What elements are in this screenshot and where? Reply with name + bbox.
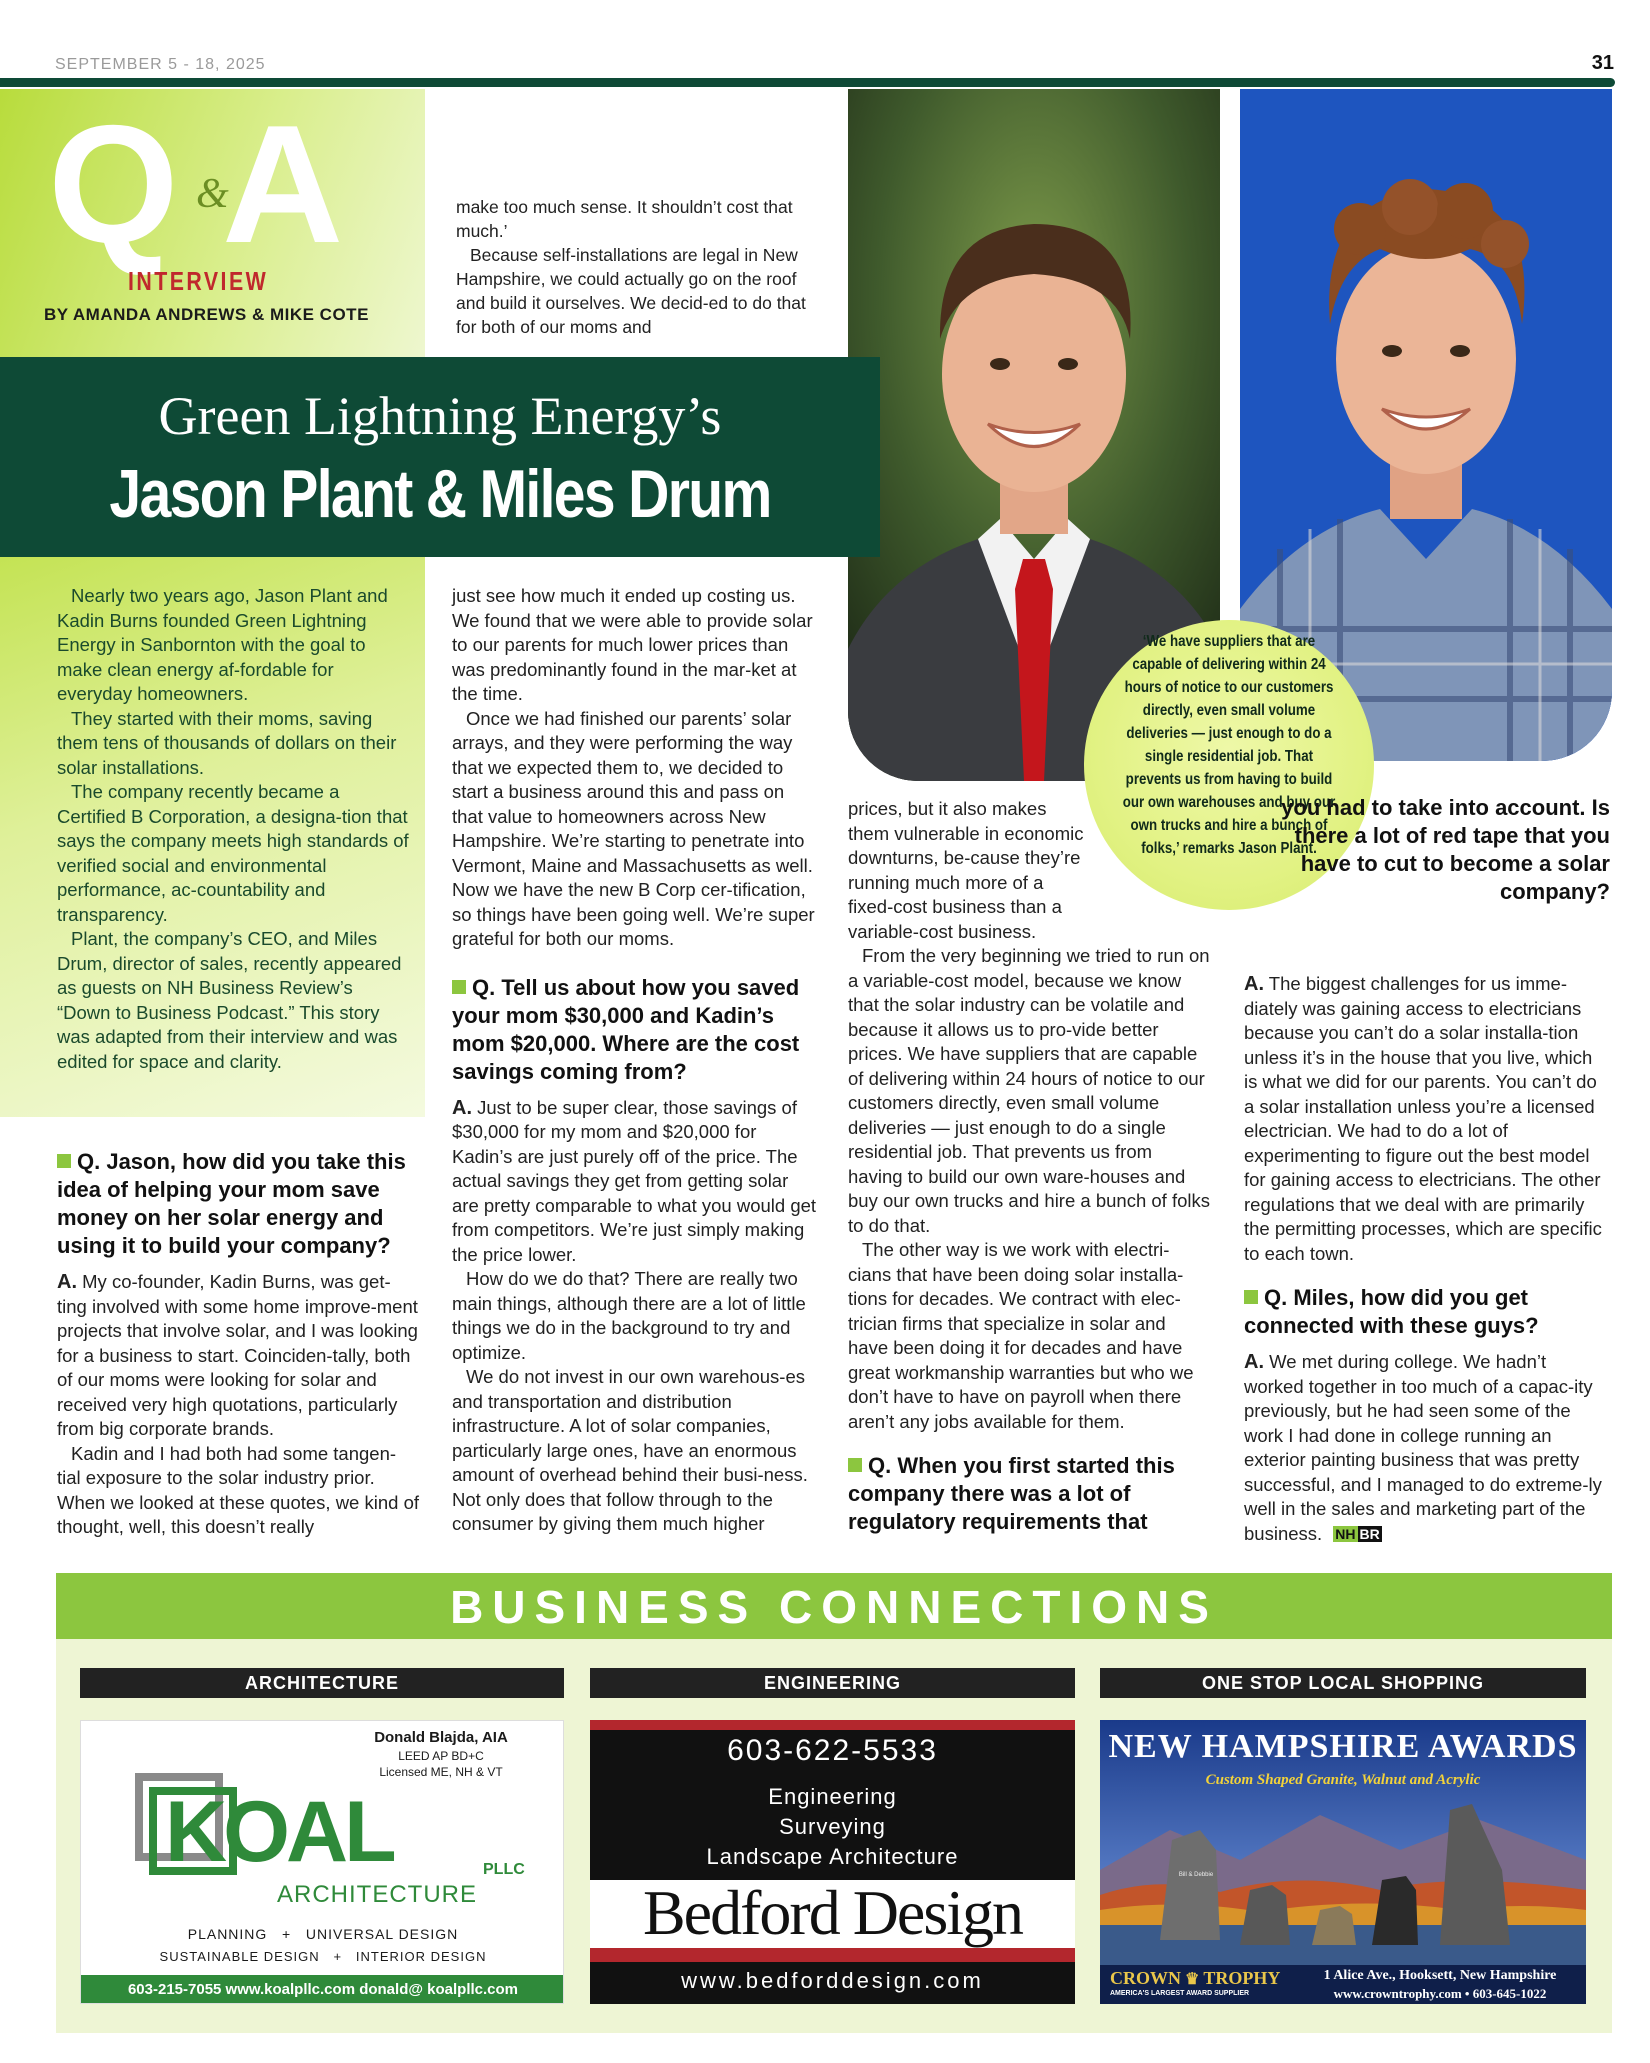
article-column-4 — [1244, 972, 1606, 1546]
intro-p3: The company recently became a Certified B Corporation, a designa-tion that says the company meets high standards of verified social and environmental performance, ac-countability and transparency. — [57, 781, 409, 925]
question-3: Q. When you first started this company there was a lot of regulatory requirements that — [848, 1453, 1175, 1534]
question-marker-icon — [848, 1458, 862, 1472]
bedford-logo-text: Bedford Design — [642, 1877, 1023, 1948]
article-column-3 — [848, 797, 1210, 1546]
issue-date: SEPTEMBER 5 - 18, 2025 — [55, 56, 266, 73]
answer-1-p2: Kadin and I had both had some tangen-tial exposure to the solar industry prior. When we looked at these quotes, we kind of thought, well, this doesn’t really — [57, 1442, 419, 1537]
article-column-1 — [57, 1134, 419, 1540]
col2-p2: Once we had finished our parents’ solar arrays, and they were performing the way that we expected them to, we decided to start a business around this and pass on that value to homeowners across New Hampshire. We’re starting to penetrate into Vermont, Maine and Massachusetts as well. Now we have the new B Corp cer-tification, so things have been going well. We’re super grateful for both our moms. — [452, 707, 815, 949]
col3-p1: prices, but it also makes them vulnerable in economic downturns, be-cause they’re running much more of a fixed-cost business than a variable-cost business. — [848, 798, 1084, 942]
category-shopping: ONE STOP LOCAL SHOPPING — [1100, 1668, 1586, 1698]
question-4: Q. Miles, how did you get connected with these guys? — [1244, 1285, 1539, 1338]
answer-3: A. The biggest challenges for us imme-diately was gaining access to electricians because you can’t do a solar installa-tion unless it’s in the house that you live, which is what we did for our parents. You can’t do a solar installation unless you’re a licensed electrician. We had to do a lot of experimenting to figure out the best model for gaining access to electricians. The other regulations that we deal with are primarily the permitting processes, which are specific to each town. — [1244, 973, 1602, 1264]
question-marker-icon — [57, 1154, 71, 1168]
col2-p1: just see how much it ended up costing us. We found that we were able to provide solar to our parents for much lower prices than was predominantly found in the mar-ket at the time. — [452, 585, 813, 704]
headline-company: Green Lightning Energy’s — [158, 386, 722, 446]
page-number: 31 — [1591, 52, 1614, 74]
answer-1: A. My co-founder, Kadin Burns, was get-ting involved with some home improve-ment projects that involve solar, and I was looking for a business to start. Coinciden-tally, both of our moms were looking for solar and received very high quotations, particularly from big corporate brands. — [57, 1271, 418, 1439]
col2-p4: We do not invest in our own warehous-es and transportation and distribution infrastructure. A lot of solar companies, particularly large ones, have an enormous amount of overhead behind their busi-ness. Not only does that follow through to the consumer by giving them much higher — [452, 1366, 808, 1534]
crown-icon: ♛ — [1181, 1971, 1204, 1988]
qa-logo-a: A — [222, 90, 338, 278]
koal-architecture-ad[interactable] — [80, 1720, 564, 2004]
category-architecture: ARCHITECTURE — [80, 1668, 564, 1698]
bedford-service-2: Surveying — [779, 1814, 886, 1839]
crown-trophy-logo: CROWN ♛ TROPHY — [1110, 1968, 1281, 1988]
qa-logo-amp: & — [196, 171, 229, 217]
top-rule — [0, 78, 1615, 87]
intro-top-p1: make too much sense. It shouldn’t cost that much.’ — [456, 197, 793, 241]
business-connections-title: BUSINESS CONNECTIONS — [450, 1581, 1218, 1633]
col3-p2: From the very beginning we tried to run on a variable-cost model, because we know that the solar industry can be volatile and because it allows us to pro-vide better prices. We have suppliers that are capable of delivering within 24 hours of notice to our customers directly, even small volume deliveries — just enough to do a single residential job. That prevents us from having to build our own ware-houses and buy our own trucks and hire a bunch of folks to do that. — [848, 945, 1210, 1236]
crown-trophy-tagline: AMERICA'S LARGEST AWARD SUPPLIER — [1110, 1990, 1250, 1997]
bedford-design-ad[interactable] — [590, 1720, 1075, 2004]
bedford-service-1: Engineering — [768, 1784, 897, 1809]
koal-cred-1: LEED AP BD+C — [398, 1749, 484, 1763]
question-marker-icon — [1244, 1290, 1258, 1304]
col2-p3: How do we do that? There are really two main things, although there are a lot of little things we do in the background to try and optimize. — [452, 1268, 806, 1363]
koal-services-2: SUSTAINABLE DESIGN + INTERIOR DESIGN — [159, 1949, 487, 1964]
koal-cred-2: Licensed ME, NH & VT — [379, 1765, 503, 1779]
question-1: Q. Jason, how did you take this idea of helping your mom save money on her solar energy and using it to build your company? — [57, 1149, 406, 1258]
byline: BY AMANDA ANDREWS & MIKE COTE — [44, 305, 369, 324]
article-column-2 — [452, 584, 817, 1537]
pull-quote-text: ‘We have suppliers that are capable of delivering within 24 hours of notice to our customers directly, even small volume deliveries — just enough to do a single residential job. That prevents us from having to build our own warehouses and buy our own trucks and hire a bunch of folks,’ remarks Jason Plant. — [1122, 633, 1336, 857]
koal-services-1: PLANNING + UNIVERSAL DESIGN — [187, 1926, 459, 1942]
question-3-continued: you had to take into account. Is there a lot of red tape that you have to cut to become a solar company? — [1281, 795, 1610, 904]
nh-awards-subtitle: Custom Shaped Granite, Walnut and Acrylic — [1205, 1772, 1481, 1788]
koal-pllc: PLLC — [483, 1861, 525, 1878]
trophy-plaque-text: Bill & Debbie — [1178, 1872, 1214, 1878]
end-mark-logo: NH BR — [1335, 1525, 1380, 1542]
headline-names: Jason Plant & Miles Drum — [109, 456, 771, 532]
qa-interview-label: INTERVIEW — [128, 266, 269, 296]
koal-architecture: ARCHITECTURE — [277, 1881, 478, 1908]
bedford-service-3: Landscape Architecture — [706, 1844, 959, 1869]
bedford-bottom-stripe — [590, 1948, 1075, 1962]
category-engineering: ENGINEERING — [590, 1668, 1075, 1698]
nh-awards-address: 1 Alice Ave., Hooksett, New Hampshire — [1323, 1968, 1557, 1983]
intro-p1: Nearly two years ago, Jason Plant and Kadin Burns founded Green Lightning Energy in Sanbornton with the goal to make clean energy af-fordable for everyday homeowners. — [57, 585, 388, 704]
bedford-top-stripe — [590, 1720, 1075, 1730]
koal-logo-text: KOAL — [165, 1784, 393, 1880]
answer-2: A. Just to be super clear, those savings of $30,000 for my mom and $20,000 for Kadin’s are just purely off of the price. The actual savings they get from getting solar are pretty comparable to what you would get from competitors. We’re just simply making the price lower. — [452, 1096, 817, 1265]
intro-text — [57, 584, 409, 1074]
bedford-url[interactable]: www.bedforddesign.com — [681, 1968, 984, 1993]
nh-awards-title: NEW HAMPSHIRE AWARDS — [1108, 1728, 1578, 1765]
question-marker-icon — [452, 980, 466, 994]
answer-4: A. We met during college. We hadn’t worked together in too much of a capac-ity previously, but he had seen some of the work I had done in college running an exterior painting business that was pretty successful, and I managed to do extreme-ly well in the sales and marketing part of the business. NH BR — [1244, 1350, 1606, 1546]
question-2: Q. Tell us about how you saved your mom $30,000 and Kadin’s mom $20,000. Where are the cost savings coming from? — [452, 974, 800, 1084]
koal-contact[interactable]: 603-215-7055 www.koalpllc.com donald@ koalpllc.com — [81, 1975, 564, 2004]
qa-logo-q: Q — [48, 90, 173, 278]
nh-awards-contact[interactable]: www.crowntrophy.com • 603-645-1022 — [1333, 1986, 1547, 2001]
intro-p4: Plant, the company’s CEO, and Miles Drum, director of sales, recently appeared as guests on NH Business Review’s “Down to Business Podcast.” This story was adapted from their interview and was edited for space and clarity. — [57, 928, 402, 1072]
nh-awards-ad[interactable] — [1100, 1720, 1586, 2004]
bedford-phone[interactable]: 603-622-5533 — [727, 1734, 938, 1767]
intro-continuation — [456, 195, 814, 339]
koal-principal: Donald Blajda, AIA — [374, 1729, 508, 1746]
intro-p2: They started with their moms, saving them tens of thousands of dollars on their solar installations. — [57, 707, 397, 778]
col3-p3: The other way is we work with electri-cians that have been doing solar installa-tions for decades. We contract with elec-trician firms that specialize in solar and have been doing it for decades and have great workmanship warranties but who we don’t have to have on payroll when there aren’t any jobs available for them. — [848, 1239, 1194, 1432]
intro-top-p2: Because self-installations are legal in New Hampshire, we could actually go on the roof and build it ourselves. We decid-ed to do that for both of our moms and — [456, 245, 806, 337]
